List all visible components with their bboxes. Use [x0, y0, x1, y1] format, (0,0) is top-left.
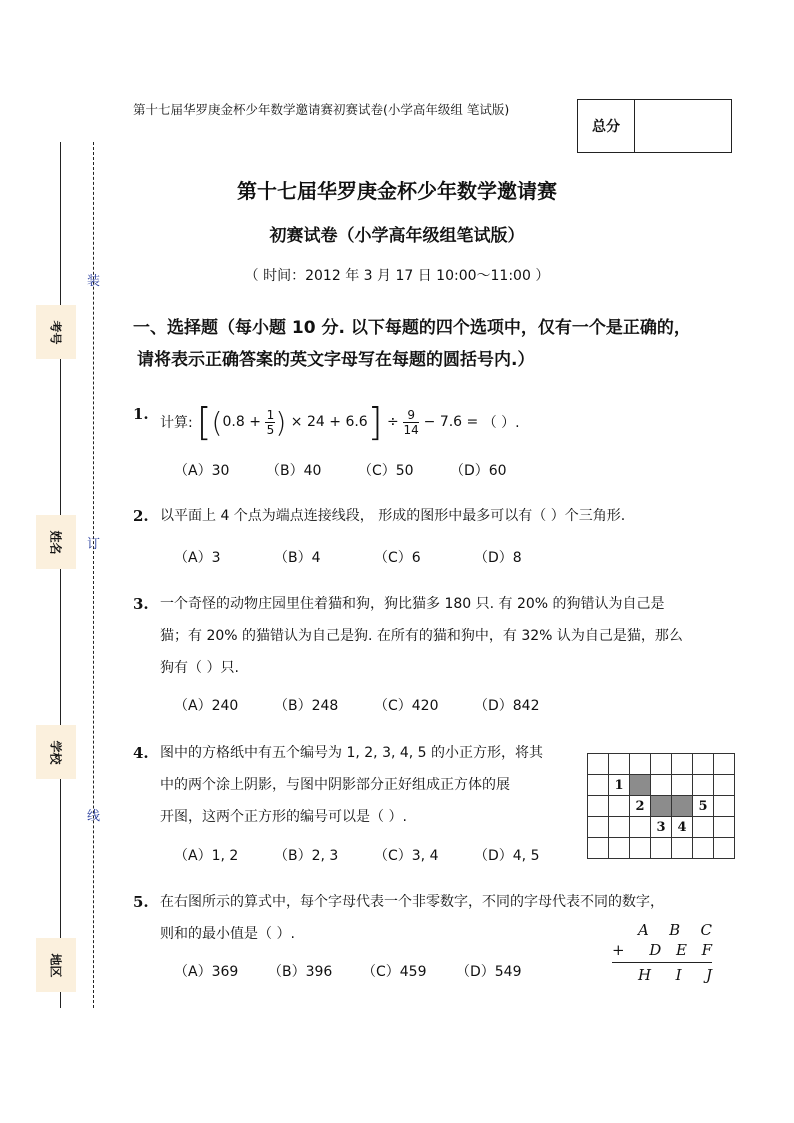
option-d[interactable]: （D）60	[450, 463, 507, 479]
score-label: 总分	[578, 100, 635, 152]
option-a[interactable]: （A）3	[174, 550, 221, 566]
grid-cell-2: 2	[630, 796, 651, 817]
grid-figure	[587, 753, 735, 859]
question-1-expression: 计算: [ ( 0.8 + 1 5 ) × 24 + 6.6 ] ÷ 9 14 − 7.6 = （ ）.	[160, 400, 520, 444]
question-5-number: 5.	[133, 893, 149, 911]
region-label: 地区	[36, 938, 76, 992]
binding-char-xian: 线	[87, 809, 101, 824]
option-a[interactable]: （A）369	[174, 964, 239, 980]
running-title: 第十七届华罗庚金杯少年数学邀请赛初赛试卷(小学高年级组 笔试版)	[133, 102, 510, 117]
exam-time: （ 时间：2012 年 3 月 17 日 10:00～11:00 ）	[244, 268, 550, 284]
grid-cell-1: 1	[609, 775, 630, 796]
question-2-options	[174, 547, 522, 567]
grid-cell-4: 4	[672, 817, 693, 838]
question-3-number: 3.	[133, 595, 149, 613]
question-5-options	[174, 961, 522, 981]
option-d[interactable]: （D）4, 5	[474, 848, 540, 864]
question-4-text: 图中的方格纸中有五个编号为 1, 2, 3, 4, 5 的小正方形，将其 中的两个涂上阴影，与图中阴影部分正好组成正方体的展 开图，这两个正方形的编号可以是（ ）.	[160, 745, 544, 825]
option-d[interactable]: （D）8	[474, 550, 522, 566]
option-d[interactable]: （D）842	[474, 698, 540, 714]
option-b[interactable]: （B）396	[268, 964, 333, 980]
total-score-box	[577, 99, 732, 153]
question-3-text: 一个奇怪的动物庄园里住着猫和狗，狗比猫多 180 只. 有 20% 的狗错认为自己是 猫；有 20% 的猫错认为自己是狗. 在所有的猫和狗中，有 32% 认为自己是猫，那么 狗有（ ）只.	[160, 596, 683, 676]
school-label: 学校	[36, 725, 76, 779]
option-b[interactable]: （B）4	[274, 550, 321, 566]
option-c[interactable]: （C）459	[362, 964, 427, 980]
option-c[interactable]: （C）50	[358, 463, 414, 479]
question-3-options	[174, 695, 540, 715]
option-c[interactable]: （C）6	[374, 550, 421, 566]
grid-cell-3: 3	[651, 817, 672, 838]
question-2-text: 以平面上 4 个点为端点连接线段， 形成的图形中最多可以有（ ）个三角形.	[160, 508, 626, 524]
grid-cell-5: 5	[693, 796, 714, 817]
section-heading: 一、选择题（每小题 10 分. 以下每题的四个选项中，仅有一个是正确的， 请将表示正确答案的英文字母写在每题的圆括号内.）	[133, 318, 691, 370]
option-b[interactable]: （B）248	[274, 698, 339, 714]
question-1-options	[174, 460, 507, 480]
question-4-number: 4.	[133, 744, 149, 762]
question-2-number: 2.	[133, 507, 149, 525]
exam-title: 第十七届华罗庚金杯少年数学邀请赛	[237, 179, 557, 203]
option-a[interactable]: （A）240	[174, 698, 239, 714]
name-label: 姓名	[36, 515, 76, 569]
binding-char-zhuang: 装	[87, 274, 101, 289]
exam-number-label: 考号	[36, 305, 76, 359]
question-4-options	[174, 845, 540, 865]
option-b[interactable]: （B）40	[266, 463, 322, 479]
addition-figure: A B C + D E F H I J	[612, 921, 712, 984]
option-a[interactable]: （A）1, 2	[174, 848, 239, 864]
option-d[interactable]: （D）549	[456, 964, 522, 980]
question-1-number: 1.	[133, 405, 149, 423]
option-a[interactable]: （A）30	[174, 463, 230, 479]
option-c[interactable]: （C）420	[374, 698, 439, 714]
option-c[interactable]: （C）3, 4	[374, 848, 439, 864]
option-b[interactable]: （B）2, 3	[274, 848, 339, 864]
binding-char-ding: 订	[87, 537, 101, 552]
exam-subtitle: 初赛试卷（小学高年级组笔试版）	[269, 226, 525, 246]
question-5-text: 在右图所示的算式中，每个字母代表一个非零数字，不同的字母代表不同的数字， 则和的最小值是（ ）.	[160, 894, 664, 942]
